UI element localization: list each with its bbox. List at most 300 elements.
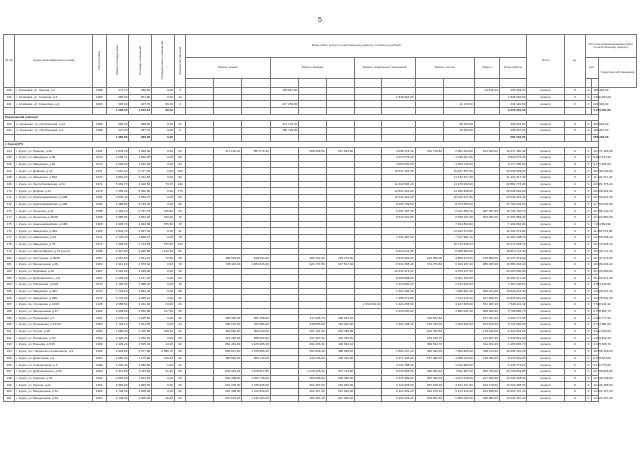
- row-residents: 92: [174, 295, 185, 302]
- row-work-3: [242, 154, 271, 161]
- row-work-7: [355, 148, 382, 155]
- subtotal-empty-cell: [585, 134, 592, 141]
- row-work-7: [355, 308, 382, 315]
- row-living-area: 2 586,70: [152, 348, 175, 355]
- row-work-3: [242, 295, 271, 302]
- row-flag-1: 0: [565, 154, 586, 161]
- row-address: г. Курск, ул. Красная, д.34: [15, 375, 93, 382]
- row-work-11: 303 251,00: [474, 215, 499, 222]
- subtotal-empty-cell: [565, 108, 586, 115]
- subtotal-empty-cell: [15, 108, 93, 115]
- row-work-2: [213, 181, 242, 188]
- row-work-2: [213, 161, 242, 168]
- row-residents: 2: [174, 101, 185, 108]
- table-row: [4, 88, 637, 95]
- row-living-area: 0,00: [152, 201, 175, 208]
- row-address: г. Курск, ул. Красноармейская, д.20Б: [15, 195, 93, 202]
- row-owners-funds: 22 881 776,30: [593, 181, 613, 186]
- row-year: 1962: [92, 308, 106, 315]
- row-premises-area: 1 824,60: [129, 375, 152, 382]
- row-total: 1 845 694,00: [499, 94, 527, 101]
- row-work-9: [415, 154, 444, 161]
- row-work-2: [213, 215, 242, 222]
- row-work-10: [444, 94, 475, 101]
- row-work-4: [270, 168, 299, 175]
- row-residents: 42: [174, 328, 185, 335]
- row-work-3: 618 694,00: [242, 255, 271, 262]
- table-row: [4, 101, 637, 108]
- row-living-area: 73,70: [152, 181, 175, 188]
- row-flag-1: 0: [565, 101, 586, 108]
- row-residents: 70: [174, 281, 185, 288]
- row-unit: кв.метр: [527, 161, 565, 168]
- row-work-11: 138 060,00: [474, 355, 499, 362]
- row-number: 179: [4, 248, 15, 255]
- row-work-6: [326, 281, 355, 288]
- row-work-3: [242, 288, 271, 295]
- subtotal-empty-cell: [415, 108, 444, 115]
- row-flag-2: 0: [585, 88, 592, 95]
- row-number: 168: [4, 174, 15, 181]
- row-work-11: [474, 168, 499, 175]
- row-work-2: 395 584,00: [213, 355, 242, 362]
- row-premises-area: 2 250,80: [129, 308, 152, 315]
- row-owners-funds: 11 202 573,80: [593, 228, 613, 233]
- row-work-1: [186, 208, 213, 215]
- row-work-10: 5 269 006,20: [444, 395, 475, 402]
- row-flag-1: 0: [565, 281, 586, 288]
- row-work-3: [242, 94, 271, 101]
- row-total: 7 494 894,90: [499, 221, 527, 228]
- row-premises-area: 1 086,50: [129, 362, 152, 369]
- row-work-10: 7 127 981,10: [444, 235, 475, 242]
- row-work-8: 7 881 637,20: [382, 348, 415, 355]
- row-work-2: [213, 128, 242, 135]
- row-work-9: [415, 161, 444, 168]
- row-work-11: 178 850,00: [474, 255, 499, 262]
- row-work-2: 601 378,00: [213, 382, 242, 389]
- row-work-9: [415, 174, 444, 181]
- row-premises-area: 3 580,70: [129, 195, 152, 202]
- table-row: [4, 348, 637, 355]
- row-work-11: 348 114,00: [474, 348, 499, 355]
- row-flag-2: 0: [585, 355, 592, 362]
- row-total-area: 7 691,00: [106, 168, 129, 175]
- row-flag-1: 0: [565, 328, 586, 335]
- row-work-5: [299, 188, 326, 195]
- row-total-area: 960,20: [106, 121, 129, 128]
- row-unit: кв.метр: [527, 195, 565, 202]
- row-number: 192: [4, 335, 15, 342]
- row-work-11: 162 660,00: [474, 148, 499, 155]
- row-flag-2: 0: [585, 201, 592, 208]
- row-work-7: [355, 335, 382, 342]
- row-total: 14 878 001,20: [499, 295, 527, 302]
- row-work-4: 217 150,00: [270, 101, 299, 108]
- row-unit: кв.метр: [527, 128, 565, 135]
- row-work-9: [415, 128, 444, 135]
- row-work-4: [270, 255, 299, 262]
- row-year: 1971: [92, 235, 106, 242]
- row-work-9: [415, 288, 444, 295]
- row-living-area: 375,40: [152, 241, 175, 248]
- row-work-6: [326, 228, 355, 235]
- row-work-5: [299, 281, 326, 288]
- row-work-8: 6 297 187,00: [382, 208, 415, 215]
- row-work-4: [270, 241, 299, 248]
- row-flag-2: 0: [585, 382, 592, 389]
- row-owners-funds: 8 479 524,00: [593, 355, 611, 360]
- row-work-11: [474, 174, 499, 181]
- header-lifts: Лифты: [474, 58, 499, 79]
- row-year: 1968: [92, 208, 106, 215]
- row-total: 11 432 317,40: [499, 174, 527, 181]
- row-premises-area: 3 110,80: [129, 368, 152, 375]
- row-flag-1: 0: [565, 362, 586, 369]
- row-owners-funds: 10 137 674,00: [593, 255, 613, 260]
- subtotal-empty-cell: [527, 134, 565, 141]
- row-flag-2: 0: [585, 181, 592, 188]
- subtotal-empty-cell: [186, 108, 213, 115]
- row-unit: кв.метр: [527, 342, 565, 349]
- table-row: [4, 308, 637, 315]
- row-work-6: 190 061,40: [326, 315, 355, 322]
- row-work-9: [415, 308, 444, 315]
- subtotal-empty-cell: [474, 108, 499, 115]
- header-year: Год постройки: [92, 35, 106, 88]
- row-work-1: [186, 328, 213, 335]
- row-total-area: 1 196,60: [106, 281, 129, 288]
- row-work-11: [474, 121, 499, 128]
- row-unit: кв.метр: [527, 255, 565, 262]
- row-total-area: 3 312,20: [106, 261, 129, 268]
- row-residents: 81: [174, 248, 185, 255]
- row-address: г. Курск, ул. Энгельса, д.26/28: [15, 215, 93, 222]
- row-work-4: [270, 375, 299, 382]
- row-total: 1 643 812,40: [499, 335, 527, 342]
- row-owners-funds: 30 649 209,00: [593, 168, 613, 173]
- row-premises-area: 1 475,80: [129, 328, 152, 335]
- row-work-4: [270, 148, 299, 155]
- row-unit: кв.метр: [527, 375, 565, 382]
- row-total: 165 452,00: [499, 88, 527, 95]
- subtotal-empty-cell: [565, 134, 586, 141]
- row-year: 1969: [92, 342, 106, 349]
- row-work-4: [270, 368, 299, 375]
- row-work-4: 150 739,00: [270, 128, 299, 135]
- row-owners-funds: 14 829 214,40: [593, 288, 613, 293]
- row-premises-area: 390,50: [129, 88, 152, 95]
- row-work-6: [326, 235, 355, 242]
- table-row: [4, 362, 637, 369]
- row-work-3: [242, 101, 271, 108]
- row-unit: кв.метр: [527, 228, 565, 235]
- row-work-5: [299, 88, 326, 95]
- row-work-4: [270, 348, 299, 355]
- row-flag-1: 0: [565, 302, 586, 309]
- row-year: 1964: [92, 395, 106, 402]
- row-unit: кв.метр: [527, 388, 565, 395]
- row-flag-1: 0: [565, 121, 586, 128]
- row-work-6: [326, 174, 355, 181]
- row-work-10: 8 021 162,50: [444, 275, 475, 282]
- row-work-5: 484 792,00: [299, 255, 326, 262]
- row-work-3: [242, 308, 271, 315]
- row-work-1: [186, 228, 213, 235]
- row-total: 8 721 981,00: [499, 322, 527, 329]
- row-work-9: 460 452,40: [415, 368, 444, 375]
- row-work-7: [355, 174, 382, 181]
- row-premises-area: 2 535,40: [129, 342, 152, 349]
- row-living-area: 0,00: [152, 388, 175, 395]
- row-work-7: [355, 281, 382, 288]
- row-work-5: [299, 128, 326, 135]
- row-living-area: 0,00: [152, 188, 175, 195]
- row-year: 1971: [92, 168, 106, 175]
- row-total: 2 030 777,90: [499, 315, 527, 322]
- row-work-5: 337 457,50: [299, 335, 326, 342]
- subtotal-b: 1 670,10: [129, 108, 152, 115]
- row-work-5: 924 737,80: [299, 261, 326, 268]
- row-living-area: 0,00: [152, 335, 175, 342]
- row-work-4: [270, 208, 299, 215]
- row-year: 1964: [92, 368, 106, 375]
- table-row: [4, 208, 637, 215]
- row-year: 1968: [92, 248, 106, 255]
- row-total-area: 3 718,30: [106, 235, 129, 242]
- row-work-10: 3 947 665,00: [444, 302, 475, 309]
- row-year: 1958: [92, 88, 106, 95]
- row-work-4: [270, 388, 299, 395]
- row-work-2: [213, 362, 242, 369]
- row-flag-2: 0: [585, 322, 592, 329]
- row-work-9: [415, 101, 444, 108]
- row-work-5: 991 266,40: [299, 342, 326, 349]
- subtotal-empty-cell: [585, 108, 592, 115]
- row-flag-1: 0: [565, 322, 586, 329]
- row-number: 173: [4, 208, 15, 215]
- row-work-1: [186, 281, 213, 288]
- row-work-7: [355, 228, 382, 235]
- row-unit: кв.метр: [527, 235, 565, 242]
- row-total: 10 071 180,46: [499, 148, 527, 155]
- table-row: [4, 195, 637, 202]
- row-work-9: [415, 295, 444, 302]
- row-work-10: 4 349 097,90: [444, 154, 475, 161]
- row-work-7: [355, 322, 382, 329]
- row-address: г. Курск, ул. Энгельса, д.22: [15, 208, 93, 215]
- row-owners-funds: 20 220 590,00: [593, 268, 613, 273]
- row-work-2: [213, 228, 242, 235]
- row-number: 161: [4, 101, 15, 108]
- row-work-8: 14 523 124,00: [382, 188, 415, 195]
- row-work-1: [186, 128, 213, 135]
- row-owners-funds: 16 880 294,40: [593, 262, 613, 267]
- row-work-5: [299, 221, 326, 228]
- row-total: 13 229 488,00: [499, 382, 527, 389]
- row-work-1: [186, 174, 213, 181]
- row-work-1: [186, 121, 213, 128]
- row-residents: 2: [174, 88, 185, 95]
- row-premises-area: 1 235,60: [129, 315, 152, 322]
- row-work-1: [186, 288, 213, 295]
- row-number: 199: [4, 382, 15, 389]
- row-total: 9 177 256,00: [499, 161, 527, 168]
- header-residents: Количество жителей: [174, 35, 185, 88]
- row-work-2: [213, 281, 242, 288]
- row-work-10: 15 272 528,13: [444, 241, 475, 248]
- row-work-9: [415, 241, 444, 248]
- row-residents: 62: [174, 395, 185, 402]
- row-number: 169: [4, 181, 15, 188]
- row-address: п. Коренево, ул. Октябрьская, д.13: [15, 121, 93, 128]
- row-total: 14 829 214,40: [499, 288, 527, 295]
- row-total: 12 706 140,70: [499, 208, 527, 215]
- row-residents: 175: [174, 188, 185, 195]
- row-work-11: 169 645,00: [474, 322, 499, 329]
- table-row: [4, 335, 637, 342]
- row-address: г. Курск, ул. Дубровинского, д.8: [15, 275, 93, 282]
- row-year: 1968: [92, 302, 106, 309]
- row-total-area: 2 290,60: [106, 161, 129, 168]
- row-premises-area: 2 898,10: [129, 235, 152, 242]
- row-year: 1968: [92, 215, 106, 222]
- row-residents: 84: [174, 174, 185, 181]
- row-work-7: [355, 295, 382, 302]
- row-work-2: 656 607,20: [213, 348, 242, 355]
- row-number: 162: [4, 121, 15, 128]
- row-work-11: 658 306,30: [474, 308, 499, 315]
- row-work-10: 7 494 894,90: [444, 221, 475, 228]
- row-total: 400 524,00: [499, 121, 527, 128]
- row-work-6: 293 383,00: [326, 382, 355, 389]
- row-premises-area: 568,60: [129, 121, 152, 128]
- subtotal-empty-cell: [415, 134, 444, 141]
- row-flag-1: 0: [565, 388, 586, 395]
- row-work-5: [299, 174, 326, 181]
- row-work-10: 11 202 573,80: [444, 228, 475, 235]
- row-work-8: [382, 228, 415, 235]
- row-address: г. Курск, ул. Красноармейская, д.16Б: [15, 221, 93, 228]
- row-work-7: [355, 315, 382, 322]
- subtotal-empty-cell: [15, 134, 93, 141]
- row-work-7: [355, 188, 382, 195]
- row-premises-area: 2 977,80: [129, 348, 152, 355]
- row-work-11: 287 397,00: [474, 208, 499, 215]
- row-address: г. Климовка, ул. Ленина, д.1: [15, 88, 93, 95]
- row-total-area: 3 439,20: [106, 342, 129, 349]
- row-work-11: 157 047,00: [474, 315, 499, 322]
- row-work-6: [326, 308, 355, 315]
- row-flag-1: 0: [565, 195, 586, 202]
- row-unit: кв.метр: [527, 308, 565, 315]
- table-row: [4, 328, 637, 335]
- row-work-2: [213, 101, 242, 108]
- row-work-5: 413 036,00: [299, 355, 326, 362]
- row-work-9: [415, 88, 444, 95]
- row-work-11: 223 170,00: [474, 382, 499, 389]
- capital-repair-register-table: [3, 34, 637, 402]
- row-living-area: 0,00: [152, 295, 175, 302]
- row-address: г. Курск, пр-т Ленинского Комсомола, д.9: [15, 348, 93, 355]
- row-owners-funds: 14 460 468,10: [593, 235, 613, 240]
- table-row: [4, 215, 637, 222]
- row-flag-1: 0: [565, 275, 586, 282]
- header-financing-group: Источник финансирования работ по капитальному ремонту: [585, 35, 636, 58]
- row-work-3: [242, 168, 271, 175]
- row-year: 1962: [92, 375, 106, 382]
- row-total: 22 881 776,30: [499, 181, 527, 188]
- row-work-10: 2 581 644,00: [444, 148, 475, 155]
- table-row: [4, 342, 637, 349]
- header-total: Итого: [527, 35, 565, 88]
- row-flag-1: 0: [565, 288, 586, 295]
- row-work-8: [382, 315, 415, 322]
- row-work-1: [186, 181, 213, 188]
- row-flag-2: 0: [585, 248, 592, 255]
- row-work-8: 8 524 431,80: [382, 248, 415, 255]
- row-premises-area: 1 660,00: [129, 154, 152, 161]
- table-row: [4, 255, 637, 262]
- row-work-2: [213, 154, 242, 161]
- row-work-4: [270, 315, 299, 322]
- row-total-area: 4 003,80: [106, 348, 129, 355]
- row-living-area: 0,00: [152, 281, 175, 288]
- row-work-1: [186, 148, 213, 155]
- row-address: г. Курск, ул. Заводская, д.59А: [15, 174, 93, 181]
- row-work-7: [355, 181, 382, 188]
- row-work-1: [186, 375, 213, 382]
- row-work-11: 217 600,00: [474, 375, 499, 382]
- row-work-9: 224 055,00: [415, 255, 444, 262]
- row-work-10: 3 680 031,10: [444, 308, 475, 315]
- row-work-10: 7 811 387,60: [444, 368, 475, 375]
- row-flag-2: 0: [585, 368, 592, 375]
- row-number: 201: [4, 395, 15, 402]
- row-work-3: [242, 195, 271, 202]
- row-work-4: [270, 275, 299, 282]
- row-total-area: 1 702,10: [106, 322, 129, 329]
- row-owners-funds: 7 548 211,32: [593, 302, 611, 307]
- row-work-4: [270, 235, 299, 242]
- row-work-10: 11 432 317,40: [444, 174, 475, 181]
- row-work-9: [415, 275, 444, 282]
- row-flag-1: 0: [565, 181, 586, 188]
- subtotal-empty-cell: [92, 134, 106, 141]
- row-premises-area: 2 232,00: [129, 302, 152, 309]
- row-work-1: [186, 302, 213, 309]
- row-residents: 90: [174, 268, 185, 275]
- row-work-6: [326, 241, 355, 248]
- row-unit: кв.метр: [527, 241, 565, 248]
- row-number: 184: [4, 281, 15, 288]
- row-premises-area: 3 749,40: [129, 201, 152, 208]
- row-owners-funds: 1 643 812,40: [593, 335, 611, 340]
- row-premises-area: 2 946,80: [129, 221, 152, 228]
- row-work-7: [355, 268, 382, 275]
- table-row: [4, 281, 637, 288]
- row-total: 20 799 826,80: [499, 368, 527, 375]
- row-owners-funds: 11 432 317,40: [593, 175, 613, 180]
- row-premises-area: 1 511,10: [129, 255, 152, 262]
- row-work-7: [355, 275, 382, 282]
- row-total-area: 7 703,60: [106, 288, 129, 295]
- row-work-1: [186, 395, 213, 402]
- row-work-6: [326, 128, 355, 135]
- row-work-11: [474, 188, 499, 195]
- row-owners-funds: 16 460 471,00: [593, 275, 613, 280]
- row-work-11: 289 060,00: [474, 261, 499, 268]
